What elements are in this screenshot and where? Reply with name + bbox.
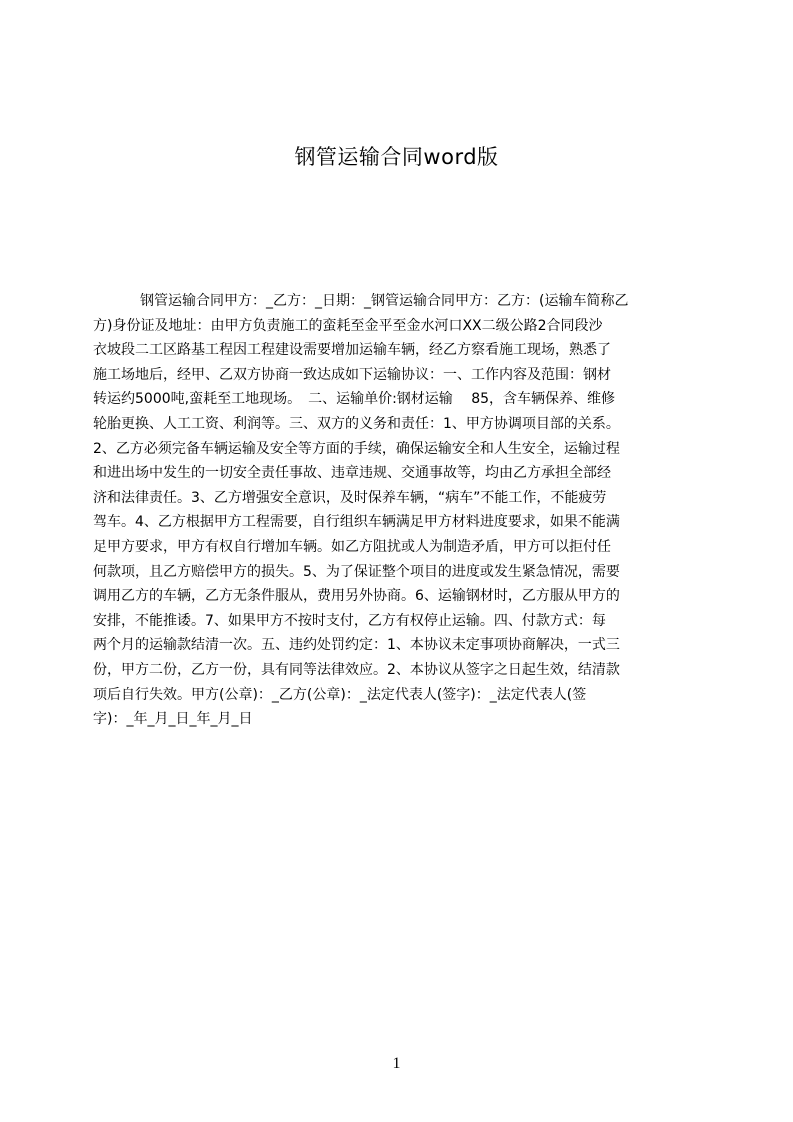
body-line: 项后自行失效。甲方(公章)：_乙方(公章)：_法定代表人(签字)：_法定代表人(签	[93, 686, 587, 703]
body-line: 转运约5000吨,蛮耗至工地现场。 二、运输单价:钢材运输 85，含车辆保养、维修	[93, 391, 616, 408]
document-body	[93, 289, 707, 779]
body-line: 衣坡段二工区路基工程因工程建设需要增加运输车辆，经乙方察看施工现场，熟悉了	[93, 342, 611, 359]
body-line: 方)身份证及地址：由甲方负责施工的蛮耗至金平至金水河口XX二级公路2合同段沙	[93, 317, 603, 334]
body-line: 份，甲方二份，乙方一份，具有同等法律效应。2、本协议从签字之日起生效，结清款	[93, 661, 620, 678]
body-line: 何款项，且乙方赔偿甲方的损失。5、为了保证整个项目的进度或发生紧急情况，需要	[93, 563, 620, 580]
body-line: 两个月的运输款结清一次。五、违约处罚约定：1、本协议未定事项协商解决，一式三	[93, 637, 620, 654]
body-line: 和进出场中发生的一切安全责任事故、违章违规、交通事故等，均由乙方承担全部经	[93, 465, 611, 482]
body-line: 钢管运输合同甲方：_乙方：_日期：_钢管运输合同甲方：乙方：(运输车简称乙	[140, 293, 629, 309]
page-number: 1	[392, 1055, 401, 1072]
body-line: 轮胎更换、人工工资、利润等。三、双方的义务和责任：1、甲方协调项目部的关系。	[93, 415, 620, 432]
body-line: 驾车。4、乙方根据甲方工程需要，自行组织车辆满足甲方材料进度要求，如果不能满	[93, 514, 620, 531]
body-line: 调用乙方的车辆，乙方无条件服从，费用另外协商。6、运输钢材时，乙方服从甲方的	[93, 588, 620, 605]
body-line: 字)：_年_月_日_年_月_日	[93, 711, 253, 728]
body-line: 施工场地后，经甲、乙双方协商一致达成如下运输协议：一、工作内容及范围：钢材	[93, 366, 611, 383]
body-line: 安排，不能推诿。7、如果甲方不按时支付，乙方有权停止运输。四、付款方式：每	[93, 612, 606, 629]
body-line: 济和法律责任。3、乙方增强安全意识，及时保养车辆，“病车”不能工作，不能疲劳	[93, 489, 607, 506]
document-title: 钢管运输合同word版	[294, 145, 499, 169]
body-line: 2、乙方必须完备车辆运输及安全等方面的手续，确保运输安全和人生安全，运输过程	[93, 440, 620, 457]
body-line: 足甲方要求，甲方有权自行增加车辆。如乙方阻扰或人为制造矛盾，甲方可以拒付任	[93, 538, 611, 555]
